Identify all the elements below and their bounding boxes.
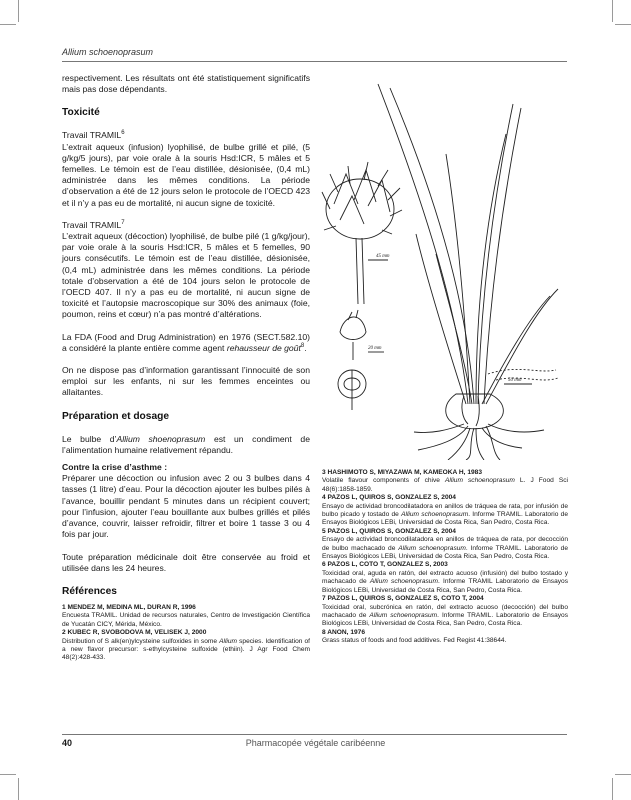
reference-title: 5 PAZOS L, QUIROS S, GONZALEZ S, 2004 <box>322 527 456 535</box>
scale-label: 45 mm <box>376 254 390 259</box>
bulb-paragraph: Le bulbe d’Allium shoenoprasum est un condiment de l’alimentation humaine relativement répandu. <box>62 433 310 455</box>
dry-leaf <box>488 369 558 380</box>
toxicity-study-1: L’extrait aqueux (infusion) lyophilisé, de bulbe grillé et pilé, (5 g/kg/5 jours), par voie orale à la souris Hsd:ICR, 5 mâles et 5 femelles. Le témoin est de l’eau distillée, désionisée, (0,4 mL) administrée dans les mêmes conditions. La période d’observation a été de 12 jours selon le protocole de l’OECD 423 et il n’y a pas eu de mortalité, ni aucun signe de toxicité. <box>62 141 310 208</box>
crop-mark <box>18 0 19 22</box>
asthma-heading: Contre la crise d’asthme : <box>62 462 168 473</box>
leaf <box>416 234 466 404</box>
reference-body: Toxicidad oral, aguda en ratón, del extracto acuoso (infusión) del bulbo tostado y machacado de Allium schoenoprasum. Informe TRAMIL Laboratorio de Ensayos Biológicos LEBi, Universidad de Costa Rica, San Pedro, Costa Rica. <box>322 569 569 594</box>
leaf <box>476 134 506 404</box>
page-number: 40 <box>62 738 73 748</box>
leaf <box>446 154 470 404</box>
flower-cross-section <box>338 370 366 410</box>
fda-paragraph: La FDA (Food and Drug Administration) en 1976 (SECT.582.10) a considéré la plante entière comme agent rehausseur de goût$^8$. <box>62 331 310 353</box>
reference-title: 7 PAZOS L, QUIROS S, GONZALEZ S, COTO T, 2004 <box>322 595 484 603</box>
header-rule <box>62 61 567 62</box>
tramil-label-1: Travail TRAMIL$^6$ <box>62 130 125 141</box>
leaf <box>478 104 513 404</box>
reference-title: 3 HASHIMOTO S, MIYAZAWA M, KAMEOKA H, 1983 <box>322 469 482 476</box>
tramil-label-2: Travail TRAMIL$^7$ <box>62 219 125 230</box>
footer-rule <box>62 734 567 735</box>
single-flower <box>340 310 366 360</box>
reference-body: Volatile flavour components of chive Allium schoenoprasum L. J Food Sci 48(6):1858-1859. <box>322 477 568 493</box>
left-column <box>62 73 310 663</box>
reference-body: Encuesta TRAMIL. Unidad de recursos naturales, Centro de Investigación Científica de Yucatán CICY, Mérida, México. <box>62 612 310 628</box>
leaf <box>484 108 521 404</box>
crop-mark <box>18 778 19 800</box>
intro-paragraph: respectivement. Les résultats ont été statistiquement significatifs mais pas dose dépendants. <box>62 73 310 95</box>
scale-label: 20 mm <box>368 346 382 351</box>
reference-title: 2 KUBEC R, SVOBODOVA M, VELISEK J, 2000 <box>62 629 207 637</box>
safety-paragraph: On ne dispose pas d’information garantissant l’innocuité de son emploi sur les enfants, ni sur les femmes enceintes ou allaitantes. <box>62 365 310 398</box>
bulb <box>446 394 504 429</box>
crop-mark <box>0 24 16 25</box>
crop-mark <box>0 774 16 775</box>
leaf <box>486 289 558 404</box>
asthma-paragraph: Préparer une décoction ou infusion avec 2 ou 3 bulbes dans 4 tasses (1 litre) d’eau. Pour la décoction ajouter les bulbes pilés à l’avance, bouillir pendant 5 minutes dans un récipient couvert; pour l’infusion, ajouter l’eau bouillante aux bulbes grillés et pilés d’avance, couvrir, laisser refroidir, filtrer et boire 1 tasse 3 ou 4 fois par jour. <box>62 473 310 540</box>
allium-illustration <box>318 74 576 460</box>
crop-mark <box>612 0 613 22</box>
toxicity-study-2: L’extrait aqueux (décoction) lyophilisé, de bulbe pilé (1 g/kg/jour), par voie orale à la souris Hsd:ICR, 5 mâles et 5 femelles, 90 jours consécutifs. Le témoin est de l’eau distillée, désionisée, (0,4 mL) administrée dans les mêmes conditions. La période totale d’observation a été de 104 jours selon le protocole de l’OECD 407. Il n’y a pas eu de mortalité, ni aucun signe de toxicité et l’autopsie macroscopique sur 30% des animaux (foie, poumon, reins et cœur) n’a pas montré d’altérations. <box>62 231 310 320</box>
right-column <box>322 469 568 646</box>
leaf <box>378 84 468 404</box>
crop-mark <box>615 24 631 25</box>
storage-paragraph: Toute préparation médicinale doit être conservée au froid et utilisée dans les 24 heures. <box>62 551 310 573</box>
toxicity-heading: Toxicité <box>62 107 100 119</box>
crop-mark <box>615 774 631 775</box>
roots <box>414 424 544 460</box>
reference-title: 6 PAZOS L, COTO T, GONZALEZ S, 2003 <box>322 561 448 569</box>
running-header: Allium schoenoprasum <box>62 47 154 57</box>
reference-body: Ensayo de actividad broncodilatadora en anillos de tráquea de rata, por infusión de bulbo picado y tostado de Allium schoenoprasum. Informe TRAMIL. Laboratorio de Ensayos Biológicos LEBi, Universidad de Costa Rica, San Pedro, Costa Rica. <box>322 502 568 527</box>
reference-body: Ensayo de actividad broncodilatadora en anillos de tráquea de rata, por decocción de bulbo machacado de Allium schoenoprasum. Informe TRAMIL. Laboratorio de Ensayos Biológicos LEBi, Universidad de Costa Rica, San Pedro, Costa Rica. <box>322 536 568 561</box>
scale-label: 50 mm <box>508 378 522 383</box>
reference-title: 1 MENDEZ M, MEDINA ML, DURAN R, 1996 <box>62 603 196 611</box>
reference-title: 4 PAZOS L, QUIROS S, GONZALEZ S, 2004 <box>322 494 456 502</box>
crop-mark <box>612 778 613 800</box>
references-left <box>62 604 310 663</box>
reference-body: Toxicidad oral, subcrónica en ratón, del extracto acuoso (decocción) del bulbo machacado de Allium schoenoprasum. Informe TRAMIL. Laboratorio de Ensayos Biológicos LEBi, Universidad de Costa Rica, San Pedro, Costa Rica. <box>322 603 568 628</box>
reference-body: Grass status of foods and food additives. Fed Regist 41:38644. <box>322 637 507 645</box>
reference-body: Distribution of S alk(en)ylcysteine sulfoxides in some Allium species. Identification of a new flavor precursor: s-ethylcysteine sulfoxide (ethiin). J Agr Food Chem 48(2):428-433. <box>62 637 310 662</box>
flower-head <box>322 162 402 304</box>
footer-book-title: Pharmacopée végétale caribéenne <box>245 738 386 748</box>
reference-title: 8 ANON, 1976 <box>322 628 366 636</box>
preparation-heading: Préparation et dosage <box>62 410 169 422</box>
references-heading: Références <box>62 585 117 597</box>
